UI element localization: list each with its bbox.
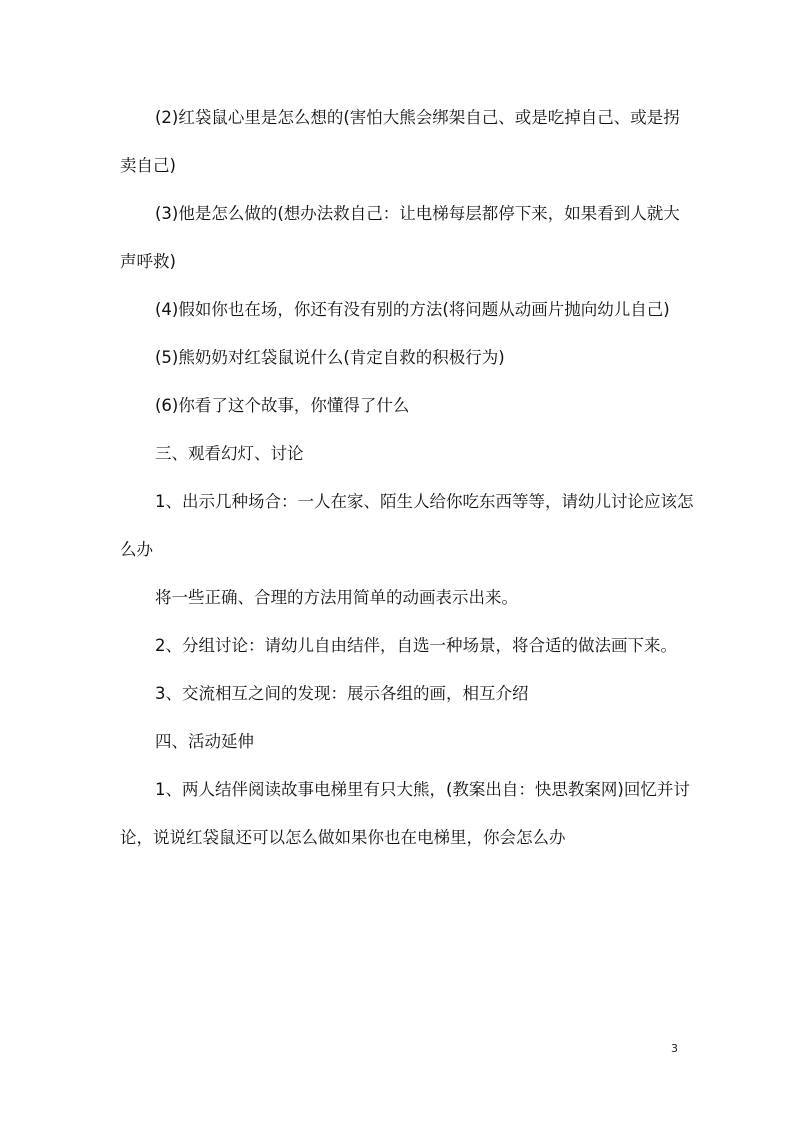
- section-heading-4: 四、活动延伸: [155, 732, 254, 751]
- page-number: 3: [671, 1042, 678, 1055]
- paragraph-step-3: 3、交流相互之间的发现：展示各组的画，相互介绍: [155, 684, 529, 703]
- paragraph-extension-1: 1、两人结伴阅读故事电梯里有只大熊，(教案出自：快思教案网)回忆并讨论，说说红袋鼠还可以怎么做如果你也在电梯里，你会怎么办: [120, 780, 690, 847]
- paragraph-question-6: (6)你看了这个故事，你懂得了什么: [155, 396, 410, 415]
- paragraph-step-1: 1、出示几种场合：一人在家、陌生人给你吃东西等等，请幼儿讨论应该怎么办: [120, 492, 694, 559]
- section-heading-3: 三、观看幻灯、讨论: [155, 444, 304, 463]
- paragraph-question-4: (4)假如你也在场，你还有没有别的方法(将问题从动画片抛向幼儿自己): [155, 300, 670, 319]
- paragraph-question-3: (3)他是怎么做的(想办法救自己：让电梯每层都停下来，如果看到人就大声呼救): [120, 204, 680, 271]
- paragraph-step-note: 将一些正确、合理的方法用简单的动画表示出来。: [155, 588, 518, 607]
- document-body: [120, 94, 695, 862]
- paragraph-question-2: (2)红袋鼠心里是怎么想的(害怕大熊会绑架自己、或是吃掉自己、或是拐卖自己): [120, 108, 680, 175]
- paragraph-step-2: 2、分组讨论：请幼儿自由结伴，自选一种场景，将合适的做法画下来。: [155, 636, 677, 655]
- paragraph-question-5: (5)熊奶奶对红袋鼠说什么(肯定自救的积极行为): [155, 348, 505, 367]
